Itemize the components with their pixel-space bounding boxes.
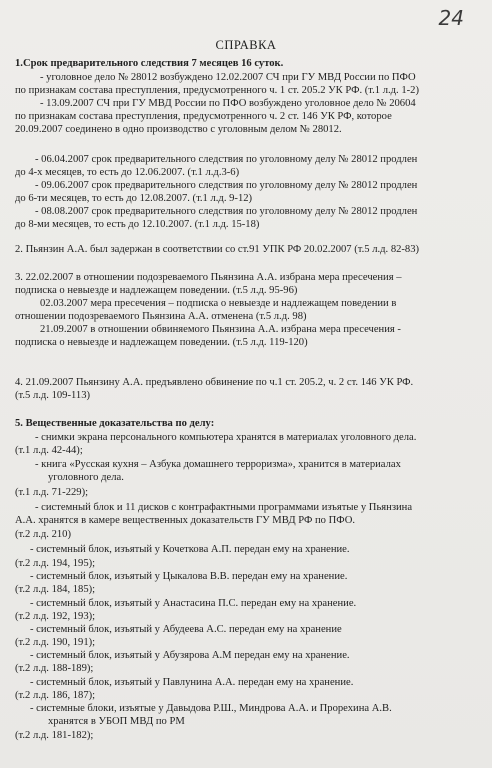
text-line: (т.1 л.д. 42-44); <box>15 445 83 456</box>
text-line: 02.03.2007 мера пресечения – подписка о невыезде и надлежащем поведении в <box>40 298 397 309</box>
text-line: (т.1 л.д. 71-229); <box>15 487 89 498</box>
section-4-line: 4. 21.09.2007 Пьянзину А.А. предъявлено обвинение по ч.1 ст. 205.2, ч. 2 ст. 146 УК РФ. <box>15 377 414 388</box>
text-line: А.А. хранятся в камере вещественных доказательств ГУ МВД РФ по ПФО. <box>15 515 356 526</box>
text-line: по признакам состава преступления, предусмотренного ч. 1 ст. 205.2 УК РФ. (т.1 л.д. 1-2) <box>15 85 419 96</box>
text-line: уголовного дела. <box>48 472 124 483</box>
text-line: - снимки экрана персонального компьютера хранятся в материалах уголовного дела. <box>35 432 417 443</box>
text-line: (т.2 л.д. 190, 191); <box>15 637 96 648</box>
text-line: - системный блок, изъятый у Абузярова А.М передан ему на хранение. <box>30 650 350 661</box>
text-line: (т.2 л.д. 192, 193); <box>15 611 96 622</box>
text-line: - 09.06.2007 срок предварительного следствия по уголовному делу № 28012 продлен <box>35 180 418 191</box>
text-line: (т.2 л.д. 188-189); <box>15 663 94 674</box>
text-line: - системный блок, изъятый у Цыкалова В.В. передан ему на хранение. <box>30 571 348 582</box>
text-line: подписка о невыезде и надлежащем поведении. (т.5 л.д. 95-96) <box>15 285 298 296</box>
text-line: - 06.04.2007 срок предварительного следствия по уголовному делу № 28012 продлен <box>35 154 418 165</box>
text-line: - книга «Русская кухня – Азбука домашнего терроризма», хранится в материалах <box>35 459 401 470</box>
text-line: 21.09.2007 в отношении обвиняемого Пьянзина А.А. избрана мера пресечения - <box>40 324 401 335</box>
text-line: - системный блок, изъятый у Павлунина А.А. передан ему на хранение. <box>30 677 354 688</box>
text-line: 20.09.2007 соединено в одно производство с уголовным делом № 28012. <box>15 124 342 135</box>
text-line: - системный блок, изъятый у Кочеткова А.П. передан ему на хранение. <box>30 544 350 555</box>
text-line: до 6-ти месяцев, то есть до 12.08.2007. (т.1 л.д. 9-12) <box>15 193 253 204</box>
text-line: - системный блок и 11 дисков с контрафактными программами изъятые у Пьянзина <box>35 502 413 513</box>
text-line: по признакам состава преступления, предусмотренного ч. 2 ст. 146 УК РФ, которое <box>15 111 392 122</box>
text-line: (т.2 л.д. 184, 185); <box>15 584 96 595</box>
text-line: до 8-ми месяцев, то есть до 12.10.2007. (т.1 л.д. 15-18) <box>15 219 260 230</box>
text-line: - системные блоки, изъятые у Давыдова Р.Ш., Миндрова А.А. и Прорехина А.В. <box>30 703 392 714</box>
text-line: подписка о невыезде и надлежащем поведении. (т.5 л.д. 119-120) <box>15 337 308 348</box>
text-line: - системный блок, изъятый у Анастасина П.С. передан ему на хранение. <box>30 598 357 609</box>
text-line: отношении подозреваемого Пьянзина А.А. отменена (т.5 л.д. 98) <box>15 311 307 322</box>
text-line: - 13.09.2007 СЧ при ГУ МВД России по ПФО возбуждено уголовное дело № 20604 <box>40 98 416 109</box>
handwritten-page-number: 24 <box>438 6 464 30</box>
text-line: хранятся в УБОП МВД по РМ <box>48 716 185 727</box>
text-line: (т.2 л.д. 194, 195); <box>15 558 96 569</box>
section-1-heading: 1.Срок предварительного следствия 7 месяцев 16 суток. <box>15 58 284 69</box>
section-5-heading: 5. Вещественные доказательства по делу: <box>15 418 215 429</box>
text-line: - системный блок, изъятый у Абудеева А.С. передан ему на хранение <box>30 624 342 635</box>
text-line: (т.5 л.д. 109-113) <box>15 390 91 401</box>
text-line: до 4-х месяцев, то есть до 12.06.2007. (т.1 л.д.3-6) <box>15 167 240 178</box>
text-line: - уголовное дело № 28012 возбуждено 12.02.2007 СЧ при ГУ МВД России по ПФО <box>40 72 416 83</box>
text-line: (т.2 л.д. 210) <box>15 529 71 540</box>
text-line: (т.2 л.д. 181-182); <box>15 730 94 741</box>
text-line: - 08.08.2007 срок предварительного следствия по уголовному делу № 28012 продлен <box>35 206 418 217</box>
section-2-line: 2. Пьянзин А.А. был задержан в соответствии со ст.91 УПК РФ 20.02.2007 (т.5 л.д. 82-83) <box>15 244 420 255</box>
text-line: (т.2 л.д. 186, 187); <box>15 690 96 701</box>
document-title: СПРАВКА <box>215 38 277 52</box>
section-3-line: 3. 22.02.2007 в отношении подозреваемого Пьянзина А.А. избрана мера пресечения – <box>15 272 402 283</box>
